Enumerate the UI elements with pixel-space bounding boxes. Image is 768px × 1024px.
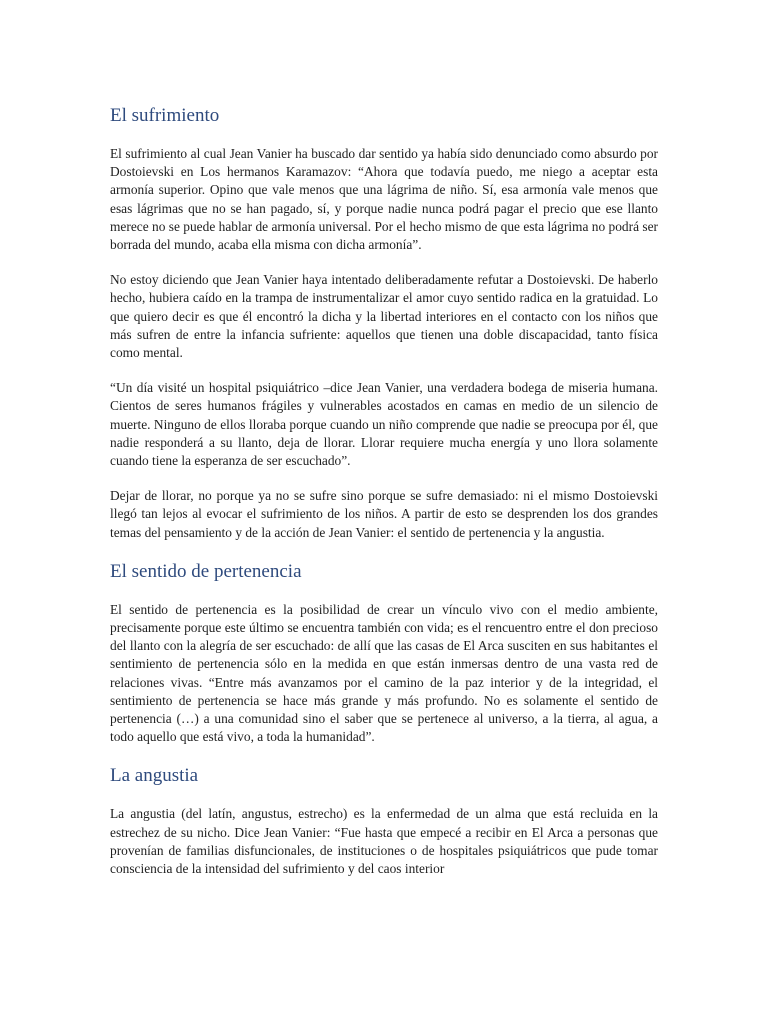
paragraph: El sufrimiento al cual Jean Vanier ha buscado dar sentido ya había sido denunciado como absurdo por Dostoievski en Los hermanos Karamazov: “Ahora que todavía puedo, me niego a aceptar esta armonía superior. Opino que vale menos que una lágrima de niño. Sí, esa armonía vale menos que esas lágrimas que no se han pagado, sí, y porque nadie nunca podrá pagar el precio que ese llanto merece no se puede hablar de armonía universal. Por el hecho mismo de que esta lágrima no podrá ser borrada del mundo, acaba ella misma con dicha armonía”. xyxy=(110,146,658,253)
section-heading: La angustia xyxy=(110,765,199,787)
paragraph: “Un día visité un hospital psiquiátrico –dice Jean Vanier, una verdadera bodega de miseria humana. Cientos de seres humanos frágiles y vulnerables acostados en camas en medio de un silencio de muerte. Ninguno de ellos lloraba porque cuando un niño comprende que nadie se preocupa por él, que nadie responderá a su llanto, deja de llorar. Llorar requiere mucha energía y uno llora solamente cuando tiene la esperanza de ser escuchado”. xyxy=(110,380,658,469)
paragraph: No estoy diciendo que Jean Vanier haya intentado deliberadamente refutar a Dostoievski. De haberlo hecho, hubiera caído en la trampa de instrumentalizar el amor cuyo sentido radica en la gratuidad. Lo que quiero decir es que él encontró la dicha y la libertad interiores en el contacto con los niños que más sufren de entre la infancia sufriente: aquellos que tienen una doble discapacidad, tanto física como mental. xyxy=(110,272,658,361)
section-sentido-de-pertenencia xyxy=(110,559,658,747)
paragraph: La angustia (del latín, angustus, estrecho) es la enfermedad de un alma que está recluida en la estrechez de su nicho. Dice Jean Vanier: “Fue hasta que empecé a recibir en El Arca a personas que provenían de familias disfuncionales, de instituciones o de hospitales psiquiátricos que pude tomar consciencia de la intensidad del sufrimiento y del caos interior xyxy=(110,806,658,877)
document-page xyxy=(110,103,658,895)
section-heading: El sentido de pertenencia xyxy=(110,560,302,582)
section-angustia xyxy=(110,763,658,878)
section-sufrimiento xyxy=(110,103,658,542)
section-heading: El sufrimiento xyxy=(110,105,220,126)
paragraph: Dejar de llorar, no porque ya no se sufre sino porque se sufre demasiado: ni el mismo Dostoievski llegó tan lejos al evocar el sufrimiento de los niños. A partir de esto se desprenden los dos grandes temas del pensamiento y de la acción de Jean Vanier: el sentido de pertenencia y la angustia. xyxy=(110,488,658,540)
paragraph: El sentido de pertenencia es la posibilidad de crear un vínculo vivo con el medio ambiente, precisamente porque este último se encuentra también con vida; es el rencuentro entre el don precioso del llanto con la alegría de ser escuchado: de allí que las casas de El Arca susciten en sus habitantes el sentimiento de pertenencia sólo en la medida en que están inmersas dentro de una vasta red de relaciones vivas. “Entre más avanzamos por el camino de la paz interior y de la integridad, el sentimiento de pertenencia se hace más grande y más profundo. No es solamente el sentido de pertenencia (…) a una comunidad sino el saber que se pertenece al universo, a la tierra, al agua, a todo aquello que está vivo, a toda la humanidad”. xyxy=(110,601,658,745)
